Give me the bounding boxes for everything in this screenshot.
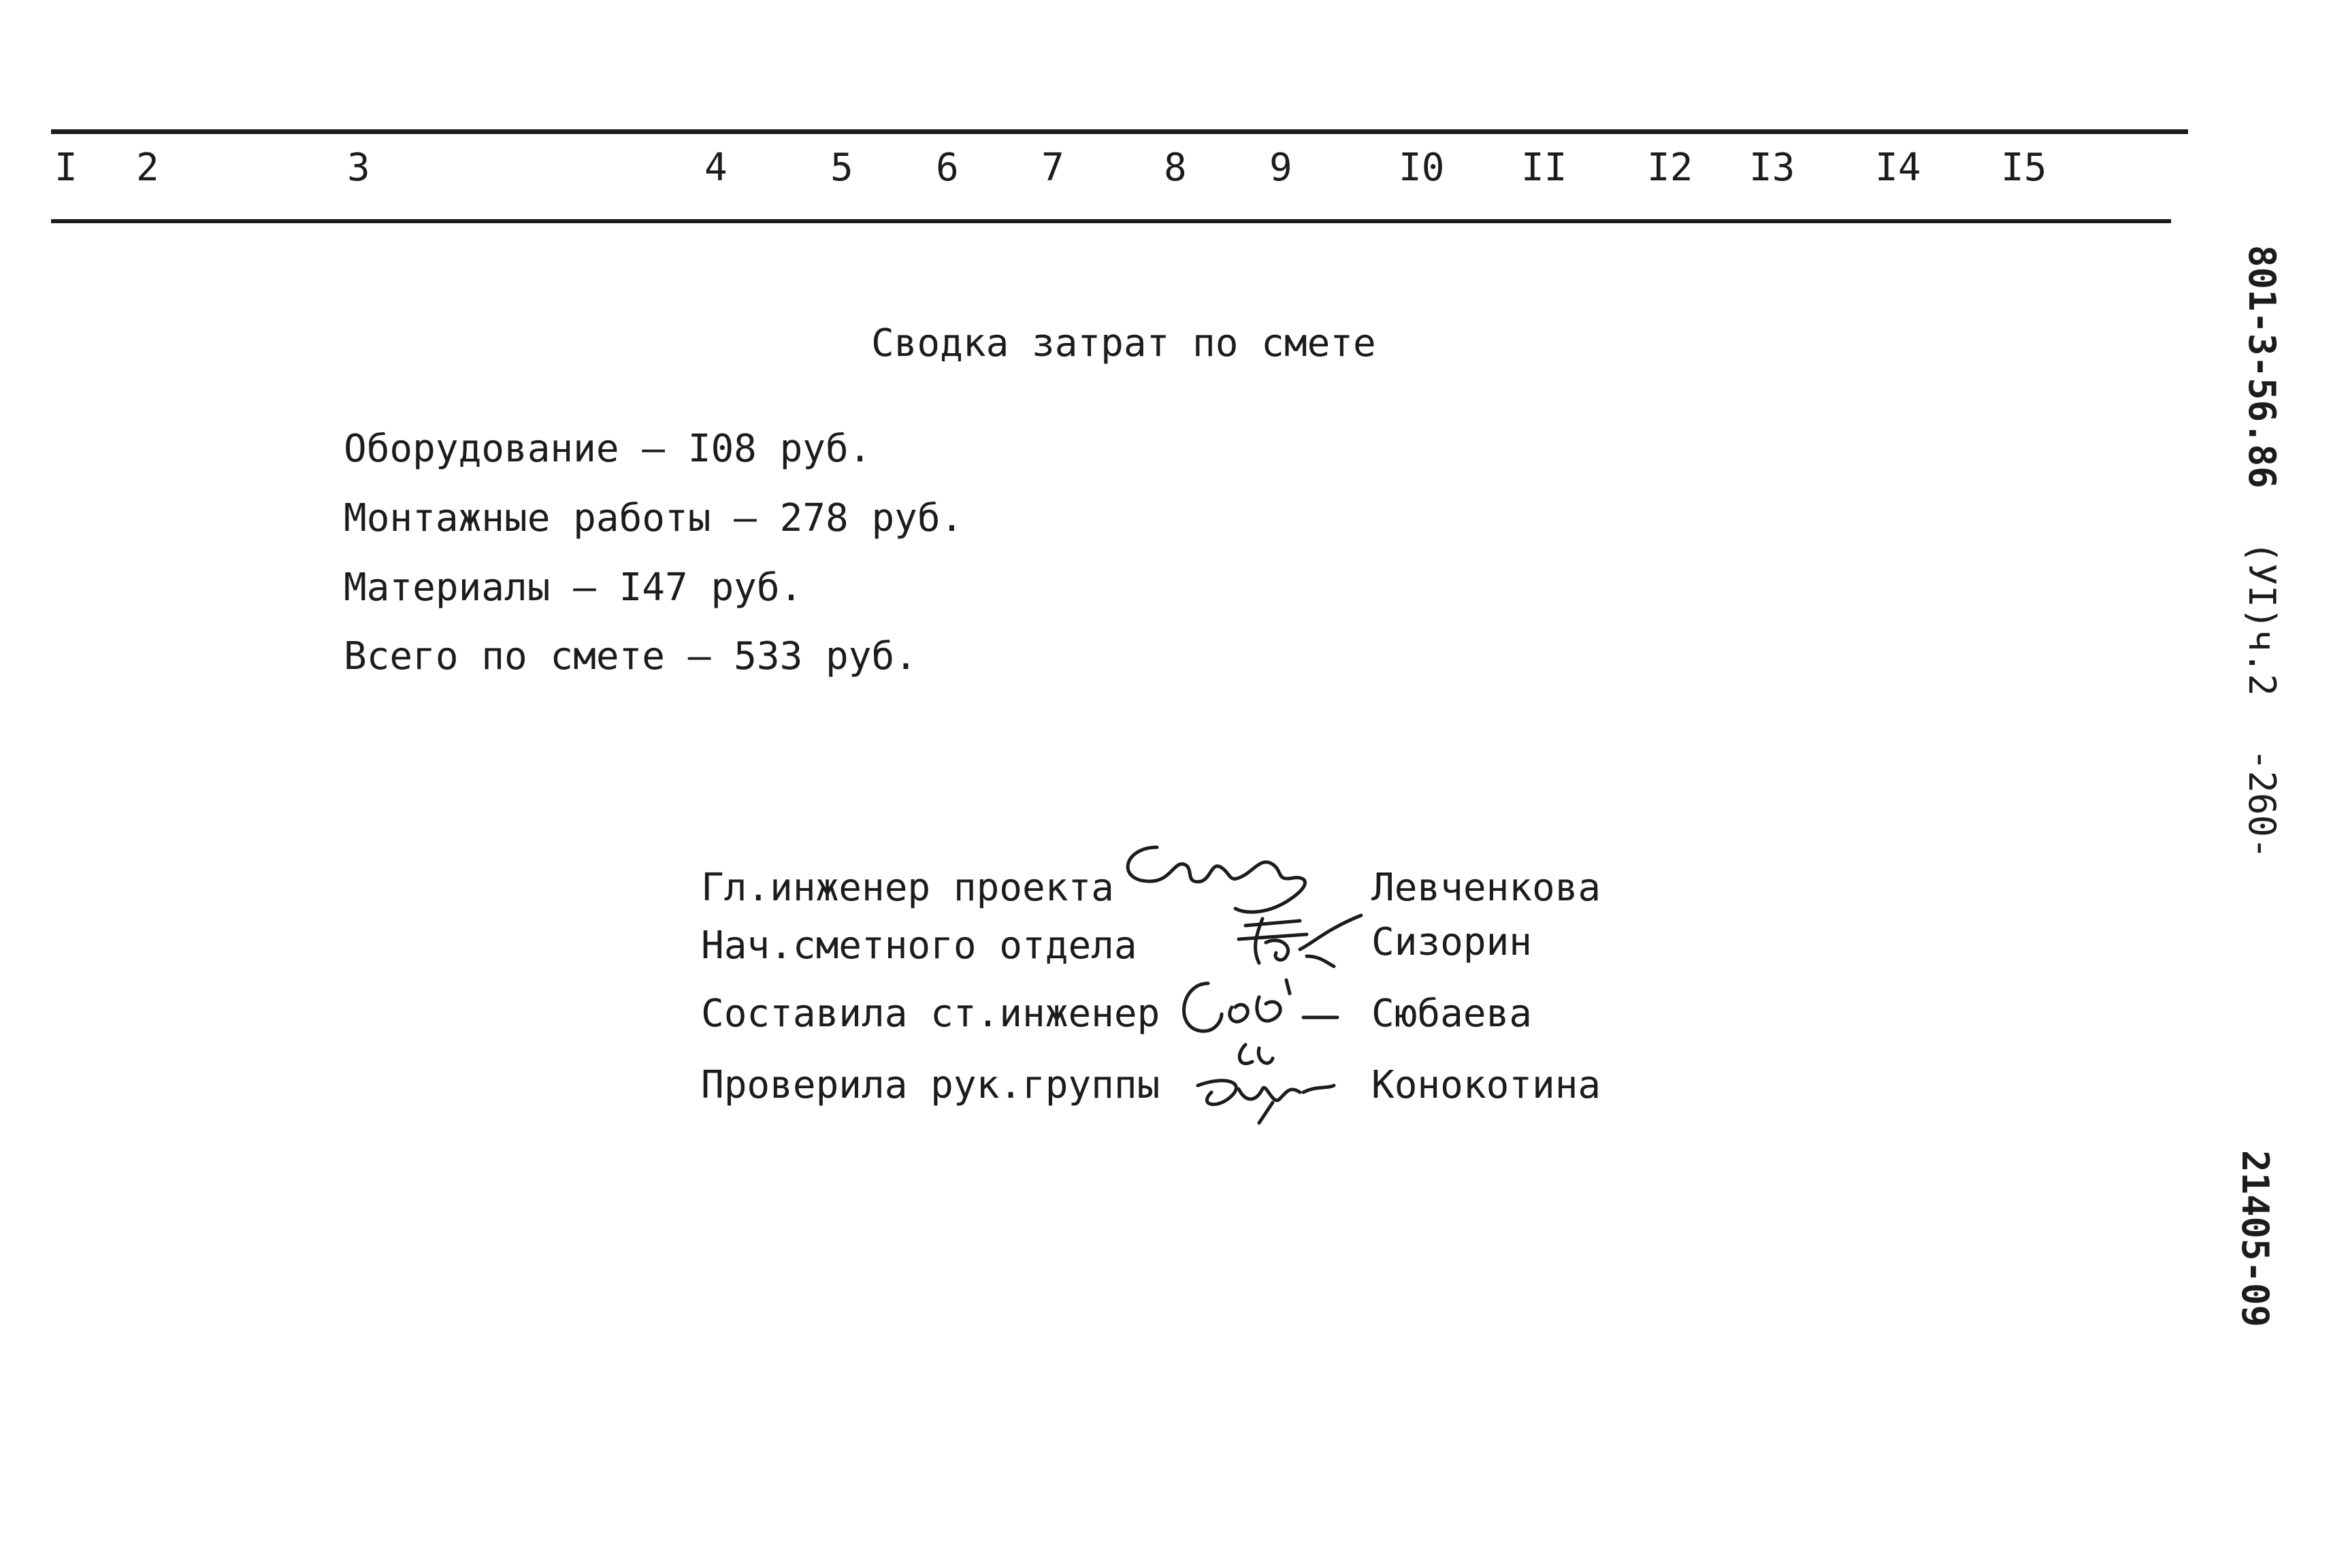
column-number: 5	[830, 146, 853, 190]
signer-role: Проверила рук.группы	[701, 1063, 1160, 1107]
handwritten-signature	[1225, 909, 1375, 970]
column-number: I3	[1749, 146, 1795, 190]
column-number: 3	[347, 146, 370, 190]
column-number: I2	[1647, 146, 1693, 190]
column-number: 4	[704, 146, 728, 190]
cost-line-materials: Материалы – I47 руб.	[344, 566, 803, 610]
column-number: 8	[1164, 146, 1187, 190]
column-number: I	[54, 146, 78, 190]
column-number: I4	[1875, 146, 1921, 190]
header-bottom-rule	[51, 219, 2171, 223]
header-top-rule	[51, 129, 2188, 134]
summary-title: Сводка затрат по смете	[871, 321, 1376, 365]
cost-line-equipment: Оборудование – I08 руб.	[344, 427, 872, 471]
cost-line-total: Всего по смете – 533 руб.	[344, 634, 917, 679]
column-number: 9	[1269, 146, 1292, 190]
page-number: -260-	[2240, 749, 2283, 860]
document-code: 801-3-56.86	[2240, 245, 2283, 489]
document-part: (УI)ч.2	[2240, 541, 2283, 696]
signer-role: Нач.сметного отдела	[701, 924, 1137, 968]
handwritten-signature	[1171, 1038, 1348, 1126]
inventory-number: 21405-09	[2234, 1150, 2277, 1328]
column-number: II	[1521, 146, 1567, 190]
handwritten-signature	[1167, 966, 1358, 1041]
cost-line-installation: Монтажные работы – 278 руб.	[344, 496, 964, 540]
column-number: 6	[936, 146, 959, 190]
column-number: I5	[2001, 146, 2047, 190]
signer-name: Сюбаева	[1371, 992, 1533, 1036]
signer-role: Составила ст.инженер	[701, 992, 1160, 1036]
signer-name: Сизорин	[1371, 920, 1533, 964]
signer-role: Гл.инженер проекта	[701, 866, 1114, 910]
column-number: 7	[1041, 146, 1064, 190]
column-number: I0	[1399, 146, 1445, 190]
signer-name: Левченкова	[1371, 866, 1601, 910]
column-number: 2	[136, 146, 159, 190]
signer-name: Конокотина	[1371, 1063, 1601, 1107]
